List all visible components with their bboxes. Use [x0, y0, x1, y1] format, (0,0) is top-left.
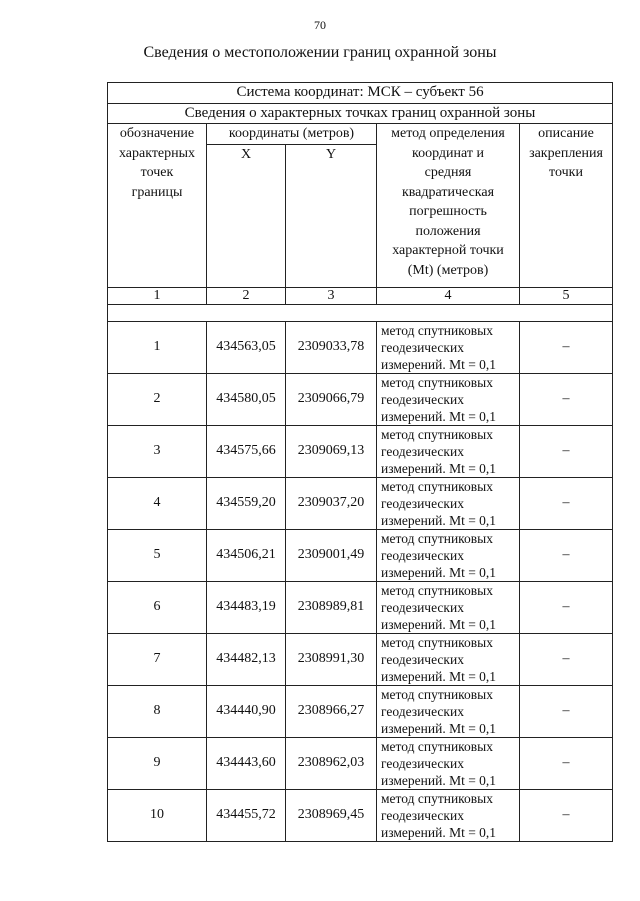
y-coordinate-cell: 2309037,20	[286, 477, 377, 529]
header-method-line: метод определения	[391, 126, 505, 141]
description-cell: –	[520, 581, 613, 633]
description-cell: –	[520, 321, 613, 373]
point-number-cell: 9	[108, 737, 207, 789]
method-line: измерений. Mt = 0,1	[381, 512, 497, 528]
description-cell: –	[520, 373, 613, 425]
method-line: геодезических	[381, 547, 464, 563]
page-number: 70	[314, 18, 326, 32]
method-cell	[377, 425, 520, 477]
method-line: метод спутниковых	[381, 634, 493, 650]
header-designation	[108, 124, 207, 288]
y-coordinate-cell: 2308962,03	[286, 737, 377, 789]
x-coordinate-cell: 434580,05	[207, 373, 286, 425]
method-cell	[377, 529, 520, 581]
method-cell	[377, 685, 520, 737]
method-line: геодезических	[381, 755, 464, 771]
column-number: 4	[377, 287, 520, 304]
method-cell	[377, 789, 520, 841]
description-cell: –	[520, 425, 613, 477]
header-method-line: положения	[415, 223, 481, 239]
method-line: измерений. Mt = 0,1	[381, 824, 497, 840]
spacer-cell	[108, 304, 613, 321]
x-coordinate-cell: 434483,19	[207, 581, 286, 633]
header-method	[377, 124, 520, 288]
method-line: метод спутниковых	[381, 738, 493, 754]
description-cell: –	[520, 685, 613, 737]
y-coordinate-cell: 2308989,81	[286, 581, 377, 633]
method-line: геодезических	[381, 495, 464, 511]
table-row	[108, 477, 613, 529]
point-number-cell: 4	[108, 477, 207, 529]
coord-system-cell: Система координат: МСК – субъект 56	[108, 83, 613, 104]
description-cell: –	[520, 529, 613, 581]
y-coordinate-cell: 2309001,49	[286, 529, 377, 581]
table-row	[108, 373, 613, 425]
x-coordinate-cell: 434482,13	[207, 633, 286, 685]
y-coordinate-cell: 2309069,13	[286, 425, 377, 477]
method-line: метод спутниковых	[381, 582, 493, 598]
header-x: X	[207, 144, 286, 287]
point-number-cell: 6	[108, 581, 207, 633]
y-coordinate-cell: 2308969,45	[286, 789, 377, 841]
header-row-top	[108, 124, 613, 145]
method-line: метод спутниковых	[381, 322, 493, 338]
section-title-cell: Сведения о характерных точках границ охранной зоны	[108, 103, 613, 124]
table-row	[108, 529, 613, 581]
y-coordinate-cell: 2308991,30	[286, 633, 377, 685]
table-row	[108, 425, 613, 477]
method-line: измерений. Mt = 0,1	[381, 720, 497, 736]
column-number: 1	[108, 287, 207, 304]
method-cell	[377, 321, 520, 373]
header-y: Y	[286, 144, 377, 287]
header-description-line: описание	[538, 126, 594, 141]
method-line: метод спутниковых	[381, 478, 493, 494]
method-line: геодезических	[381, 807, 464, 823]
method-line: метод спутниковых	[381, 530, 493, 546]
table-row	[108, 581, 613, 633]
header-coordinates: координаты (метров)	[207, 124, 377, 145]
method-line: измерений. Mt = 0,1	[381, 616, 497, 632]
method-line: геодезических	[381, 443, 464, 459]
point-number-cell: 1	[108, 321, 207, 373]
method-line: измерений. Mt = 0,1	[381, 460, 497, 476]
description-cell: –	[520, 789, 613, 841]
header-description-line: закрепления	[529, 145, 603, 161]
method-line: метод спутниковых	[381, 426, 493, 442]
header-method-line: координат и	[412, 145, 484, 161]
method-line: геодезических	[381, 599, 464, 615]
table-row	[108, 321, 613, 373]
header-method-line: характерной точки	[392, 243, 504, 258]
column-number-row	[108, 287, 613, 304]
table-row	[108, 737, 613, 789]
point-number-cell: 2	[108, 373, 207, 425]
header-designation-line: границы	[131, 184, 183, 200]
x-coordinate-cell: 434575,66	[207, 425, 286, 477]
coord-system-row	[108, 83, 613, 104]
x-coordinate-cell: 434563,05	[207, 321, 286, 373]
column-number: 2	[207, 287, 286, 304]
header-designation-line: обозначение	[119, 126, 195, 141]
method-line: измерений. Mt = 0,1	[381, 356, 497, 372]
method-line: метод спутниковых	[381, 374, 493, 390]
column-number: 3	[286, 287, 377, 304]
header-method-line: квадратическая	[401, 184, 495, 200]
method-cell	[377, 737, 520, 789]
method-line: измерений. Mt = 0,1	[381, 772, 497, 788]
method-line: измерений. Mt = 0,1	[381, 408, 497, 424]
header-designation-line: характерных	[118, 145, 196, 161]
y-coordinate-cell: 2308966,27	[286, 685, 377, 737]
header-method-line: погрешность	[409, 204, 487, 219]
x-coordinate-cell: 434440,90	[207, 685, 286, 737]
description-cell: –	[520, 633, 613, 685]
method-cell	[377, 477, 520, 529]
method-line: измерений. Mt = 0,1	[381, 668, 497, 684]
point-number-cell: 8	[108, 685, 207, 737]
description-cell: –	[520, 737, 613, 789]
method-cell	[377, 581, 520, 633]
x-coordinate-cell: 434506,21	[207, 529, 286, 581]
point-number-cell: 7	[108, 633, 207, 685]
point-number-cell: 3	[108, 425, 207, 477]
boundary-points-table	[107, 82, 613, 842]
method-line: метод спутниковых	[381, 686, 493, 702]
x-coordinate-cell: 434455,72	[207, 789, 286, 841]
header-method-line: (Mt) (метров)	[407, 262, 489, 278]
spacer-row	[108, 304, 613, 321]
method-cell	[377, 633, 520, 685]
method-line: геодезических	[381, 651, 464, 667]
description-cell: –	[520, 477, 613, 529]
header-description-line: точки	[549, 165, 583, 180]
method-line: геодезических	[381, 703, 464, 719]
table-row	[108, 633, 613, 685]
y-coordinate-cell: 2309033,78	[286, 321, 377, 373]
section-title-row	[108, 103, 613, 124]
document-title: Сведения о местоположении границ охранной зоны	[143, 44, 497, 61]
method-line: геодезических	[381, 391, 464, 407]
method-cell	[377, 373, 520, 425]
header-designation-line: точек	[140, 165, 174, 180]
method-line: метод спутниковых	[381, 790, 493, 806]
point-number-cell: 5	[108, 529, 207, 581]
table-row	[108, 789, 613, 841]
y-coordinate-cell: 2309066,79	[286, 373, 377, 425]
method-line: измерений. Mt = 0,1	[381, 564, 497, 580]
x-coordinate-cell: 434443,60	[207, 737, 286, 789]
table-row	[108, 685, 613, 737]
header-method-line: средняя	[424, 165, 472, 180]
point-number-cell: 10	[108, 789, 207, 841]
x-coordinate-cell: 434559,20	[207, 477, 286, 529]
header-description	[520, 124, 613, 288]
method-line: геодезических	[381, 339, 464, 355]
column-number: 5	[520, 287, 613, 304]
